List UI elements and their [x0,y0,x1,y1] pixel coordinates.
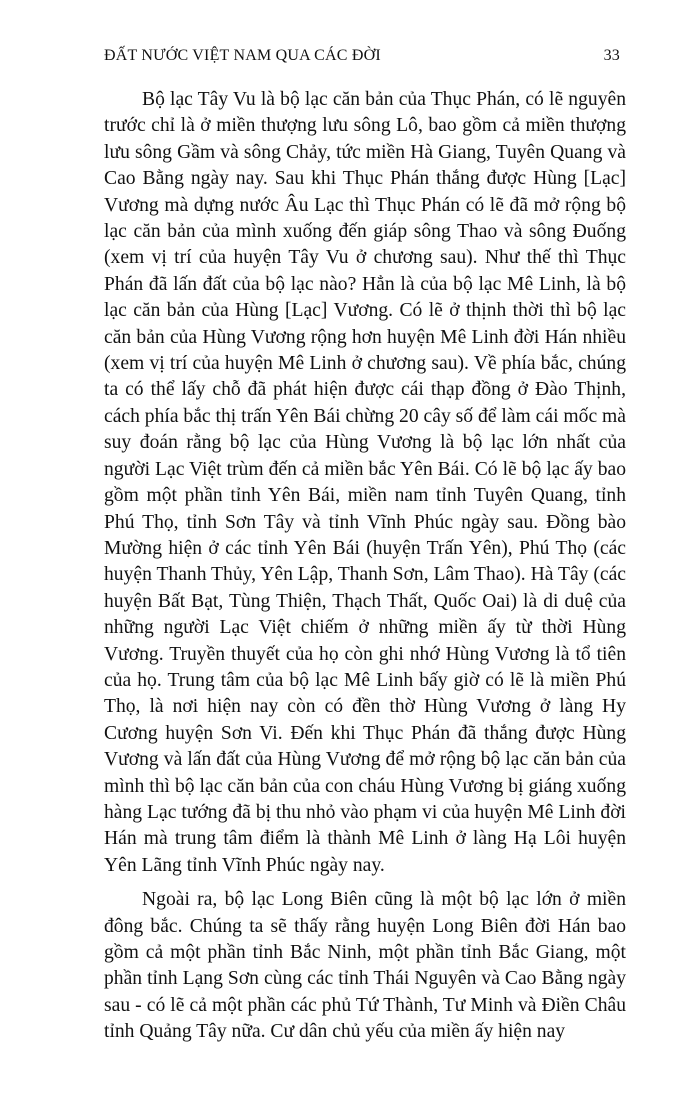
page-number: 33 [603,47,620,64]
paragraph-2: Ngoài ra, bộ lạc Long Biên cũng là một bộ lạc lớn ở miền đông bắc. Chúng ta sẽ thấy rằng huyện Long Biên đời Hán bao gồm cả một phần tỉnh Bắc Ninh, một phần tỉnh Bắc Giang, một phần tỉnh Lạng Sơn cùng các tỉnh Thái Nguyên và Cao Bằng ngày sau - có lẽ cả một phần các phủ Tứ Thành, Tư Minh và Điền Châu tỉnh Quảng Tây nữa. Cư dân chủ yếu của miền ấy hiện nay [104,889,626,1043]
body-text [104,87,626,1046]
running-title: ĐẤT NƯỚC VIỆT NAM QUA CÁC ĐỜI [104,47,381,64]
running-header [104,47,624,71]
paragraph-1: Bộ lạc Tây Vu là bộ lạc căn bản của Thục Phán, có lẽ nguyên trước chỉ là ở miền thượng lưu sông Lô, bao gồm cả miền thượng lưu sông Gầm và sông Chảy, tức miền Hà Giang, Tuyên Quang và Cao Bằng ngày nay. Sau khi Thục Phán thắng được Hùng [Lạc] Vương mà dựng nước Âu Lạc thì Thục Phán có lẽ đã mở rộng bộ lạc căn bản của mình xuống đến giáp sông Thao và sông Đuống (xem vị trí của huyện Tây Vu ở chương sau). Như thế thì Thục Phán đã lấn đất của bộ lạc nào? Hẳn là của bộ lạc Mê Linh, là bộ lạc căn bản của Hùng [Lạc] Vương. Có lẽ ở thịnh thời thì bộ lạc căn bản của Hùng Vương rộng hơn huyện Mê Linh đời Hán nhiều (xem vị trí của huyện Mê Linh ở chương sau). Về phía bắc, chúng ta có thể lấy chỗ đã phát hiện được cái thạp đồng ở Đào Thịnh, cách phía bắc thị trấn Yên Bái chừng 20 cây số để làm cái mốc mà suy đoán rằng bộ lạc của Hùng Vương là bộ lạc lớn nhất của người Lạc Việt trùm đến cả miền bắc Yên Bái. Có lẽ bộ lạc ấy bao gồm một phần tỉnh Yên Bái, miền nam tỉnh Tuyên Quang, tỉnh Phú Thọ, tỉnh Sơn Tây và tỉnh Vĩnh Phúc ngày sau. Đồng bào Mường hiện ở các tỉnh Yên Bái (huyện Trấn Yên), Phú Thọ (các huyện Thanh Thủy, Yên Lập, Thanh Sơn, Lâm Thao). Hà Tây (các huyện Bất Bạt, Tùng Thiện, Thạch Thất, Quốc Oai) là di duệ của những người Lạc Việt chiếm ở những miền ấy từ thời Hùng Vương. Truyền thuyết của họ còn ghi nhớ Hùng Vương là tổ tiên của họ. Trung tâm của bộ lạc Mê Linh bấy giờ có lẽ là miền Phú Thọ, là nơi hiện nay còn có đền thờ Hùng Vương ở làng Hy Cương huyện Sơn Vi. Đến khi Thục Phán đã thắng được Hùng Vương và lấn đất của Hùng Vương để mở rộng bộ lạc căn bản của mình thì bộ lạc căn bản của con cháu Hùng Vương bị giáng xuống hàng Lạc tướng đã bị thu nhỏ vào phạm vi của huyện Mê Linh đời Hán mà trung tâm điểm là thành Mê Linh ở làng Hạ Lôi huyện Yên Lãng tỉnh Vĩnh Phúc ngày nay. [104,89,626,876]
